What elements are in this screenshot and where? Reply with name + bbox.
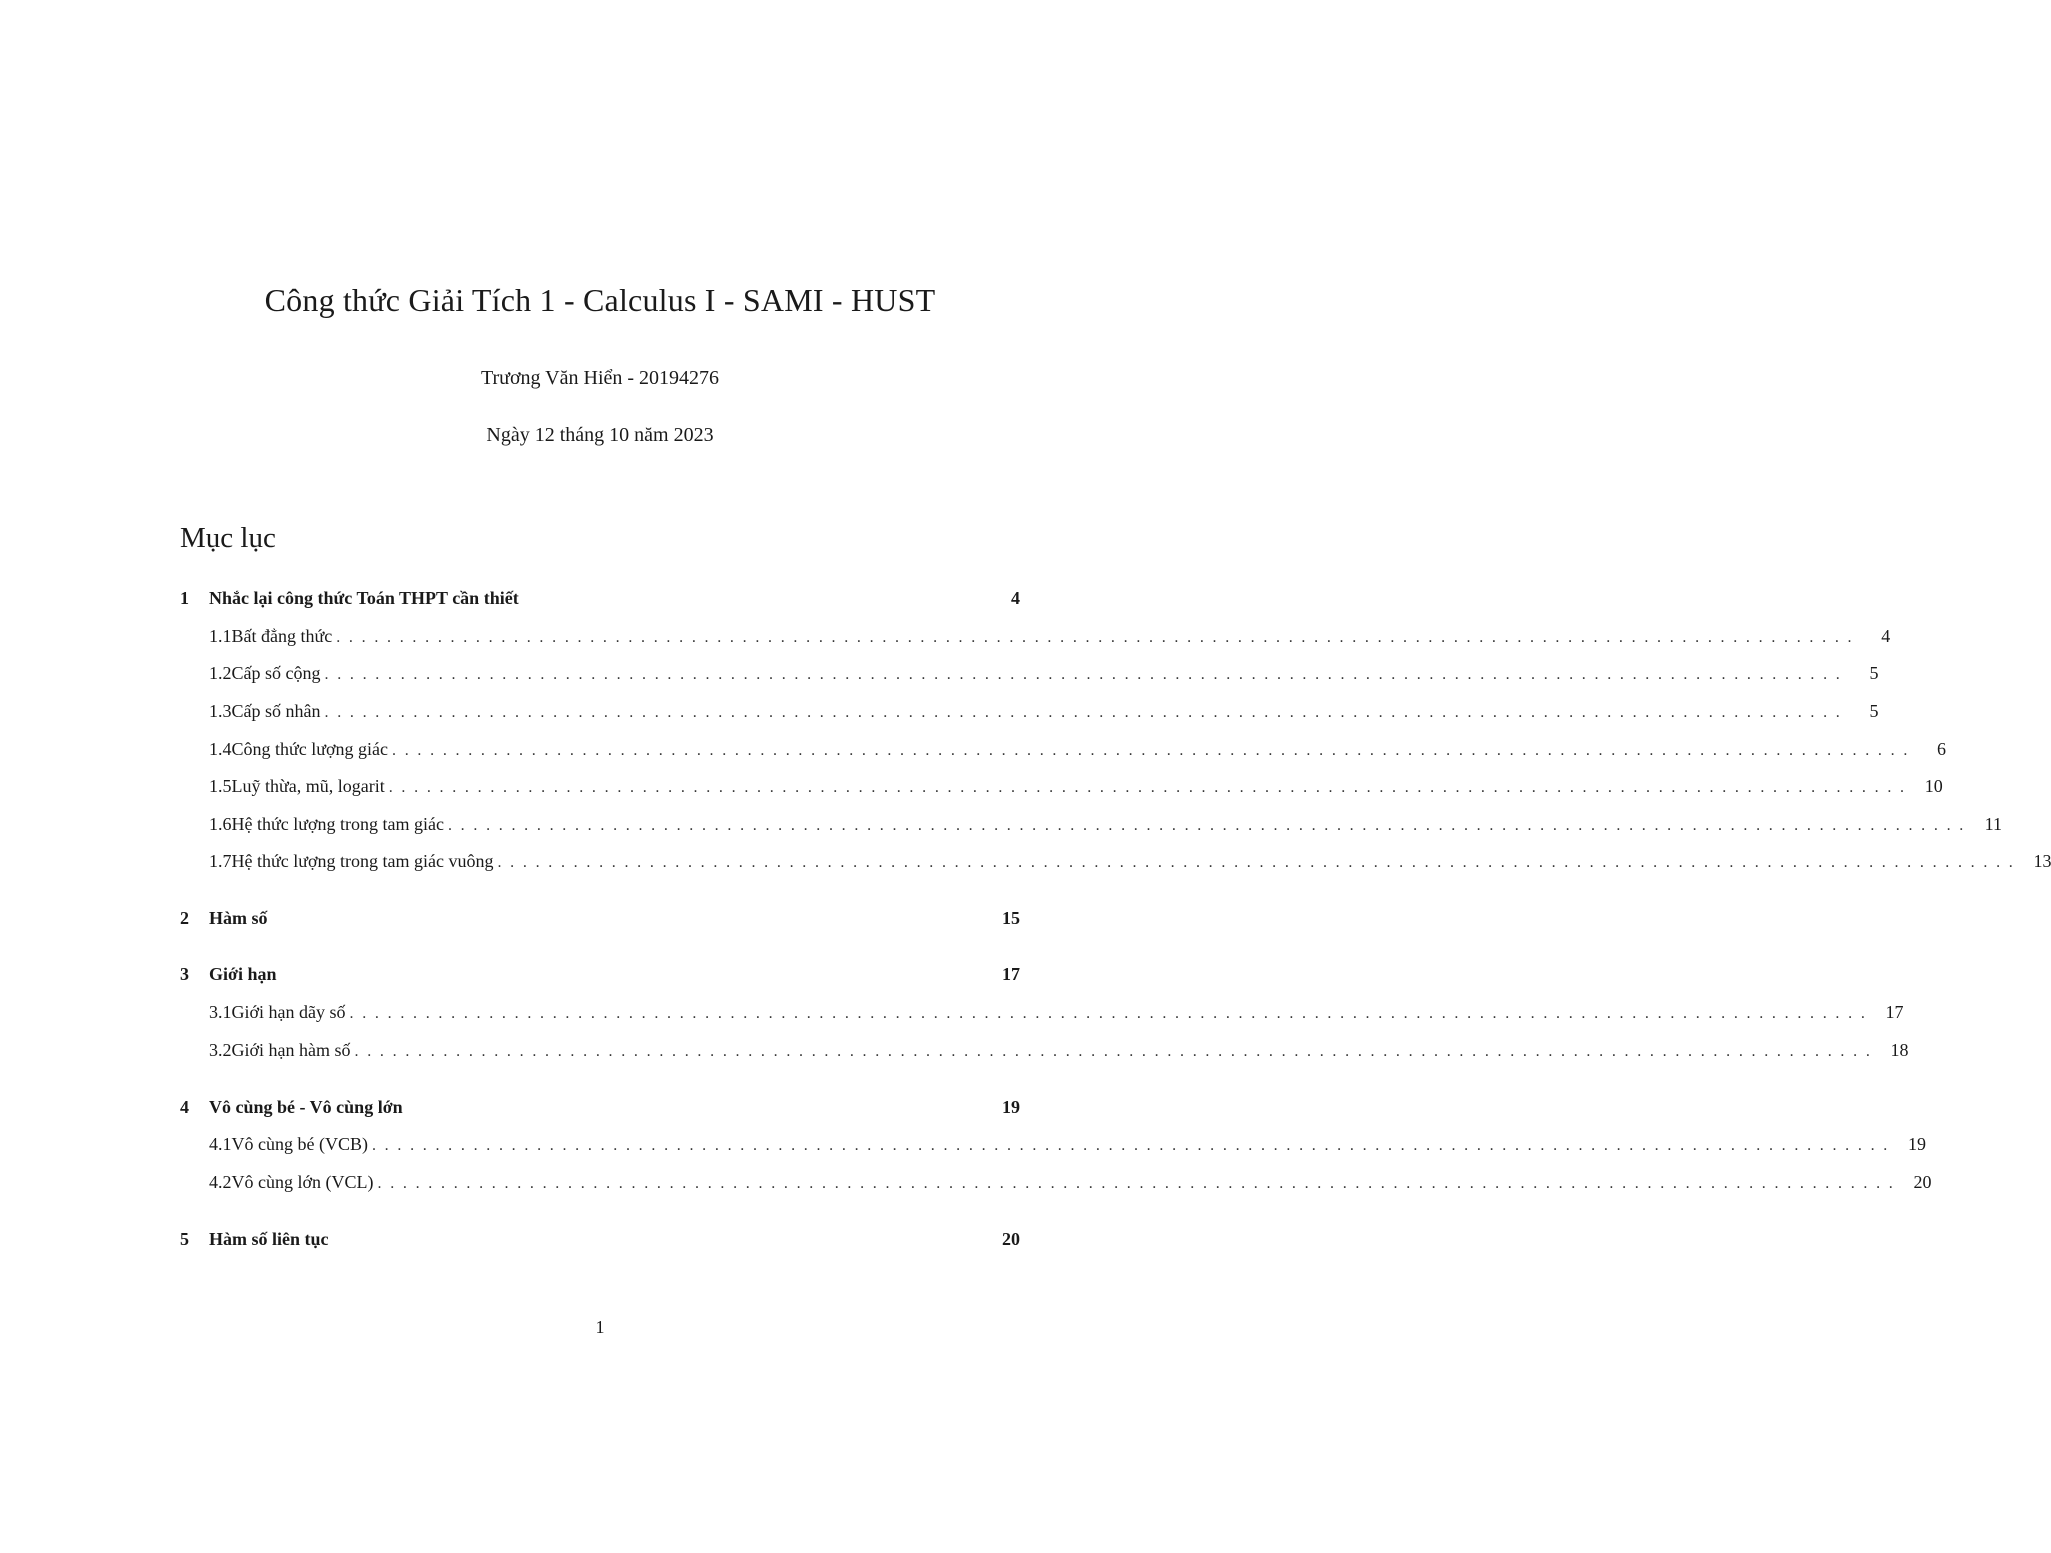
toc-entry-number: 1 — [180, 588, 189, 608]
toc-entry-number: 1.5 — [209, 776, 232, 796]
toc-entry-label: Vô cùng bé - Vô cùng lớn — [209, 1097, 403, 1117]
toc-entry-number: 1.7 — [209, 851, 232, 871]
toc-leader-dots: ........................................................................................................................ — [354, 1043, 1879, 1060]
toc-leader-dots: ........................................................................................................................ — [447, 817, 1972, 834]
toc-entry-label: Bất đẳng thức — [231, 626, 333, 646]
toc-entry-page: 17 — [1002, 964, 1020, 984]
toc-section-entry[interactable] — [180, 1097, 1020, 1121]
toc-entry-page: 19 — [1002, 1097, 1020, 1117]
toc-subsection-entry[interactable] — [180, 776, 1943, 800]
toc-entry-label: Cấp số nhân — [231, 701, 321, 721]
toc-entry-label: Giới hạn dãy số — [231, 1002, 346, 1022]
toc-entry-number: 4 — [180, 1097, 189, 1117]
page-number: 1 — [595, 1317, 605, 1337]
toc-entry-label: Công thức lượng giác — [231, 739, 389, 759]
toc-entry-number: 1.4 — [209, 739, 232, 759]
toc-entry-label: Nhắc lại công thức Toán THPT cần thiết — [209, 588, 519, 608]
toc-subsection-entry[interactable] — [180, 663, 1879, 687]
toc-entry-page: 11 — [1984, 814, 2002, 834]
toc-leader-dots: ........................................................................................................................ — [324, 704, 1849, 721]
toc-entry-label: Vô cùng bé (VCB) — [231, 1134, 368, 1154]
toc-leader-dots: ........................................................................................................................ — [388, 779, 1913, 796]
toc-subsection-entry[interactable] — [180, 1040, 1909, 1064]
toc-entry-label: Giới hạn — [209, 964, 277, 984]
document-date: Ngày 12 tháng 10 năm 2023 — [486, 424, 714, 446]
toc-leader-dots: ........................................................................................................................ — [336, 629, 1861, 646]
toc-leader-dots: ........................................................................................................................ — [392, 742, 1917, 759]
toc-entry-label: Hàm số — [209, 908, 268, 928]
toc-entry-page: 13 — [2033, 851, 2051, 871]
toc-leader-dots: ........................................................................................................................ — [349, 1005, 1874, 1022]
toc-entry-number: 4.2 — [209, 1172, 232, 1192]
toc-entry-page: 20 — [1002, 1229, 1020, 1249]
toc-subsection-entry[interactable] — [180, 814, 2002, 838]
toc-leader-dots: ........................................................................................................................ — [371, 1137, 1896, 1154]
toc-entry-page: 20 — [1913, 1172, 1932, 1192]
toc-entry-label: Cấp số cộng — [231, 663, 321, 683]
toc-entry-page: 4 — [1011, 588, 1020, 608]
toc-entry-page: 15 — [1002, 908, 1020, 928]
toc-entry-number: 1.1 — [209, 626, 232, 646]
toc-section-entry[interactable] — [180, 964, 1020, 988]
toc-entry-number: 2 — [180, 908, 189, 928]
toc-subsection-entry[interactable] — [180, 1134, 1926, 1158]
toc-entry-page: 6 — [1937, 739, 1947, 759]
toc-subsection-entry[interactable] — [180, 626, 1891, 650]
toc-subsection-entry[interactable] — [180, 701, 1879, 725]
toc-entry-label: Luỹ thừa, mũ, logarit — [231, 776, 385, 796]
toc-entry-page: 19 — [1907, 1134, 1926, 1154]
toc-entry-number: 1.6 — [209, 814, 232, 834]
toc-entry-number: 1.3 — [209, 701, 232, 721]
toc-leader-dots: ........................................................................................................................ — [377, 1175, 1902, 1192]
toc-subsection-entry[interactable] — [180, 851, 2051, 875]
toc-entry-number: 3.1 — [209, 1002, 232, 1022]
toc-section-entry[interactable] — [180, 1229, 1020, 1253]
toc-entry-page: 10 — [1924, 776, 1943, 796]
toc-subsection-entry[interactable] — [180, 1002, 1904, 1026]
toc-entry-number: 4.1 — [209, 1134, 232, 1154]
toc-entry-label: Hệ thức lượng trong tam giác vuông — [231, 851, 494, 871]
toc-entry-page: 17 — [1885, 1002, 1904, 1022]
toc-entry-number: 3.2 — [209, 1040, 232, 1060]
toc-entry-label: Hệ thức lượng trong tam giác — [231, 814, 444, 834]
toc-entry-page: 5 — [1869, 663, 1879, 683]
toc-entry-page: 5 — [1869, 701, 1879, 721]
document-title: Công thức Giải Tích 1 - Calculus I - SAMI - HUST — [264, 282, 936, 318]
toc-entry-label: Giới hạn hàm số — [231, 1040, 351, 1060]
toc-leader-dots: ........................................................................................................................ — [324, 666, 1849, 683]
toc-entry-page: 18 — [1890, 1040, 1909, 1060]
document-author: Trương Văn Hiển - 20194276 — [480, 367, 720, 389]
toc-heading: Mục lục — [180, 522, 276, 554]
toc-subsection-entry[interactable] — [180, 739, 1947, 763]
toc-entry-label: Vô cùng lớn (VCL) — [231, 1172, 374, 1192]
toc-leader-dots: ........................................................................................................................ — [497, 854, 2022, 871]
toc-subsection-entry[interactable] — [180, 1172, 1932, 1196]
toc-section-entry[interactable] — [180, 588, 1020, 612]
toc-entry-number: 1.2 — [209, 663, 232, 683]
toc-entry-number: 5 — [180, 1229, 189, 1249]
toc-entry-label: Hàm số liên tục — [209, 1229, 329, 1249]
toc-entry-number: 3 — [180, 964, 189, 984]
toc-section-entry[interactable] — [180, 908, 1020, 932]
toc-entry-page: 4 — [1881, 626, 1891, 646]
